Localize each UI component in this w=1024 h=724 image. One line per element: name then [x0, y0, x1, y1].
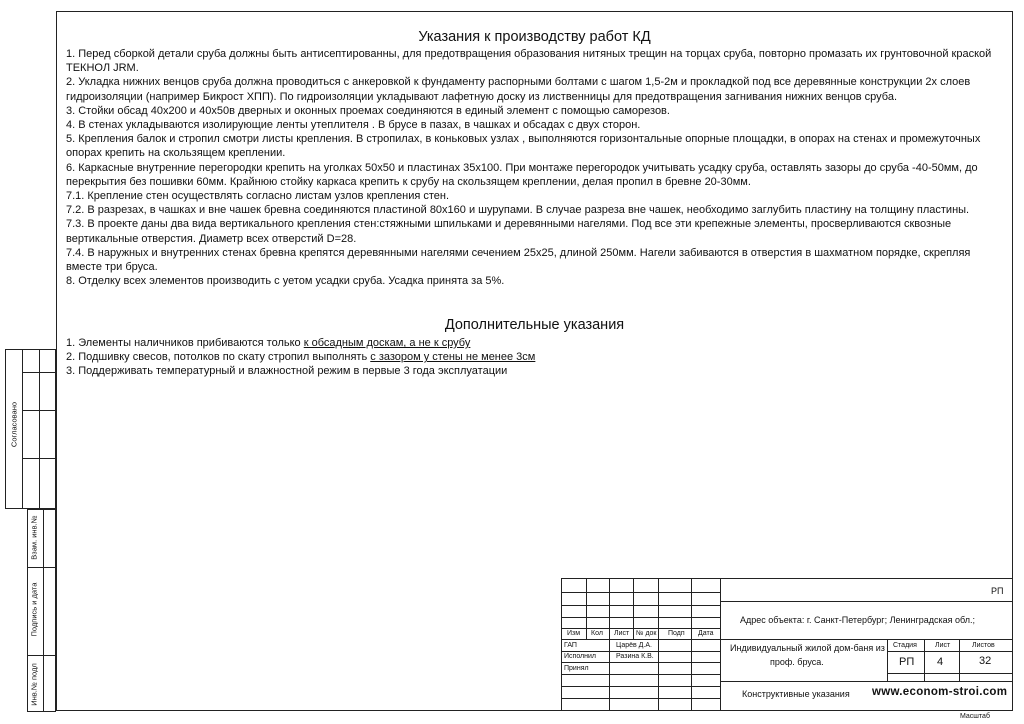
- tb-line: [561, 628, 720, 629]
- instruction-item: 3. Стойки обсад 40х200 и 40х50в дверных и оконных проемах соединяются в единый элемент с помощью саморезов.: [66, 104, 670, 117]
- tb-header-kol: Кол: [591, 630, 603, 637]
- tb-line: [561, 686, 720, 687]
- tb-line: [609, 578, 610, 711]
- instructions-list: [66, 47, 1004, 288]
- tb-address: Адрес объекта: г. Санкт-Петербург; Ленинградская обл.;: [740, 615, 976, 625]
- instruction-item: 7.4. В наружных и внутренних стенах бревна крепятся деревянными нагелями сечением 25х25, длиной 250мм. Нагели забиваются в отверстия в шахматном порядке, скрепляя вместе три бруса.: [66, 246, 971, 274]
- additional-title: Дополнительные указания: [444, 317, 625, 333]
- additional-text: 2. Подшивку свесов, потолков по скату стропил выполнять: [66, 351, 371, 364]
- tb-line: [561, 674, 720, 675]
- tb-line: [561, 662, 720, 663]
- tb-project-line1: Индивидуальный жилой дом-баня из: [730, 643, 885, 653]
- tb-line: [924, 639, 925, 681]
- side-label-agreed: Согласовано: [9, 401, 19, 448]
- tb-header-data: Дата: [698, 630, 714, 637]
- tb-line: [720, 681, 1013, 682]
- instruction-item: 6. Каркасные внутренние перегородки крепить на уголках 50х50 и пластинах 35х100. При монтаже перегородок учитывать усадку сруба, оставлять зазоры до сруба -40-50мм, до перекрытия без пошивки 60мм. Крайнюю стойку каркаса крепить к срубу на скользящем креплении, делая пропил в бревне 20-30мм.: [66, 161, 978, 188]
- tb-role: ГАП: [564, 642, 577, 649]
- side-line: [39, 349, 40, 509]
- tb-person: Разина К.В.: [616, 653, 654, 660]
- tb-line: [691, 578, 692, 711]
- tb-line: [887, 639, 888, 681]
- tb-line: [561, 605, 720, 606]
- additional-list: [66, 336, 766, 379]
- side-line: [43, 509, 44, 712]
- additional-text: 3. Поддерживать температурный и влажностной режим в первые 3 года эксплуатации: [66, 365, 508, 378]
- instruction-item: 7.2. В разрезах, в чашках и вне чашек бревна соединяются пластиной 80х160 и шурупами. В случае разреза вне чашек, необходимо заглубить пластину на толщину пластины.: [66, 204, 970, 217]
- tb-line: [887, 673, 1013, 674]
- tb-person: Царёв Д.А.: [616, 642, 652, 649]
- side-label-inv-orig: Инв.№ подл: [29, 663, 39, 706]
- additional-item: [66, 364, 766, 378]
- side-label-sign-date: Подпись и дата: [29, 582, 39, 637]
- instruction-item: 4. В стенах укладываются изолирующие ленты утеплителя . В брусе в пазах, в чашках и обсадах с двух сторон.: [66, 119, 641, 132]
- instruction-item: 8. Отделку всех элементов производить с уетом усадки сруба. Усадка принята за 5%.: [66, 275, 505, 288]
- tb-header-izm: Изм: [567, 630, 581, 637]
- tb-stage-label: Стадия: [893, 642, 917, 649]
- tb-line: [720, 578, 721, 711]
- tb-line: [720, 601, 1013, 602]
- tb-sheet-label: Лист: [935, 642, 951, 649]
- tb-line: [959, 639, 960, 681]
- additional-underlined: с зазором у стены не менее 3см: [370, 351, 536, 364]
- instruction-item: 5. Крепления балок и стропил смотри листы крепления. В стропилах, в коньковых узлах , выполняются горизонтальные опорные площадки, в опорах на стенах и промежуточных опорах крепить на скользящем креплении.: [66, 133, 981, 160]
- side-label-inv-replace: Взам. инв.№: [29, 515, 39, 560]
- tb-sheet-value: 4: [937, 656, 944, 668]
- tb-line: [887, 651, 1013, 652]
- tb-line: [720, 639, 1013, 640]
- tb-line: [561, 651, 720, 652]
- tb-line: [658, 578, 659, 711]
- tb-line: [561, 698, 720, 699]
- tb-website: www.econom-stroi.com: [872, 686, 1008, 698]
- tb-sheets-value: 32: [979, 655, 992, 667]
- tb-line: [561, 592, 720, 593]
- tb-line: [561, 639, 720, 640]
- additional-text: 1. Элементы наличников прибиваются только: [66, 337, 304, 349]
- instruction-item: 2. Укладка нижних венцов сруба должна проводиться с анкеровкой к фундаменту распорными болтами с шагом 1,5-2м и прокладкой под все деревянные конструкции 2х слоев гидроизоляции (например Бикрост ХПП). По гидроизоляции укладывают лафетную доску из лиственницы для предотвращения загнивания нижних венцов сруба.: [66, 76, 971, 103]
- additional-item: [66, 336, 766, 350]
- tb-code: РП: [991, 586, 1004, 596]
- tb-line: [586, 578, 587, 639]
- tb-role: Исполнил: [564, 653, 597, 660]
- document-title: Указания к производству работ КД: [418, 29, 651, 45]
- scale-label: Масштаб: [960, 713, 990, 720]
- tb-header-ndoc: № док: [636, 630, 657, 637]
- tb-line: [561, 617, 720, 618]
- tb-header-list: Лист: [614, 630, 630, 637]
- tb-line: [633, 578, 634, 639]
- additional-underlined: к обсадным доскам, а не к срубу: [303, 337, 471, 349]
- instruction-item: 1. Перед сборкой детали сруба должны быть антисептированны, для предотвращения образования нитяных трещин на торцах сруба, повторно промазать их грунтовочной краской ТЕКНОЛ JRM.: [66, 48, 992, 75]
- instruction-item: 7.3. В проекте даны два вида вертикального крепления стен:стяжными шпильками и деревянными нагелями. Под все эти крепежные элементы, просверливаются сквозные вертикальные отверстия. Диаметр всех отверстий D=28.: [66, 218, 952, 245]
- tb-role: Принял: [564, 665, 589, 672]
- tb-sheets-label: Листов: [972, 642, 995, 649]
- tb-stage-value: РП: [899, 656, 915, 668]
- additional-item: [66, 350, 766, 364]
- tb-project-line2: проф. бруса.: [770, 657, 824, 667]
- tb-header-podp: Подп: [668, 630, 685, 637]
- tb-sheet-name: Конструктивные указания: [742, 689, 850, 699]
- instruction-item: 7.1. Крепление стен осуществлять согласно листам узлов крепления стен.: [66, 190, 450, 203]
